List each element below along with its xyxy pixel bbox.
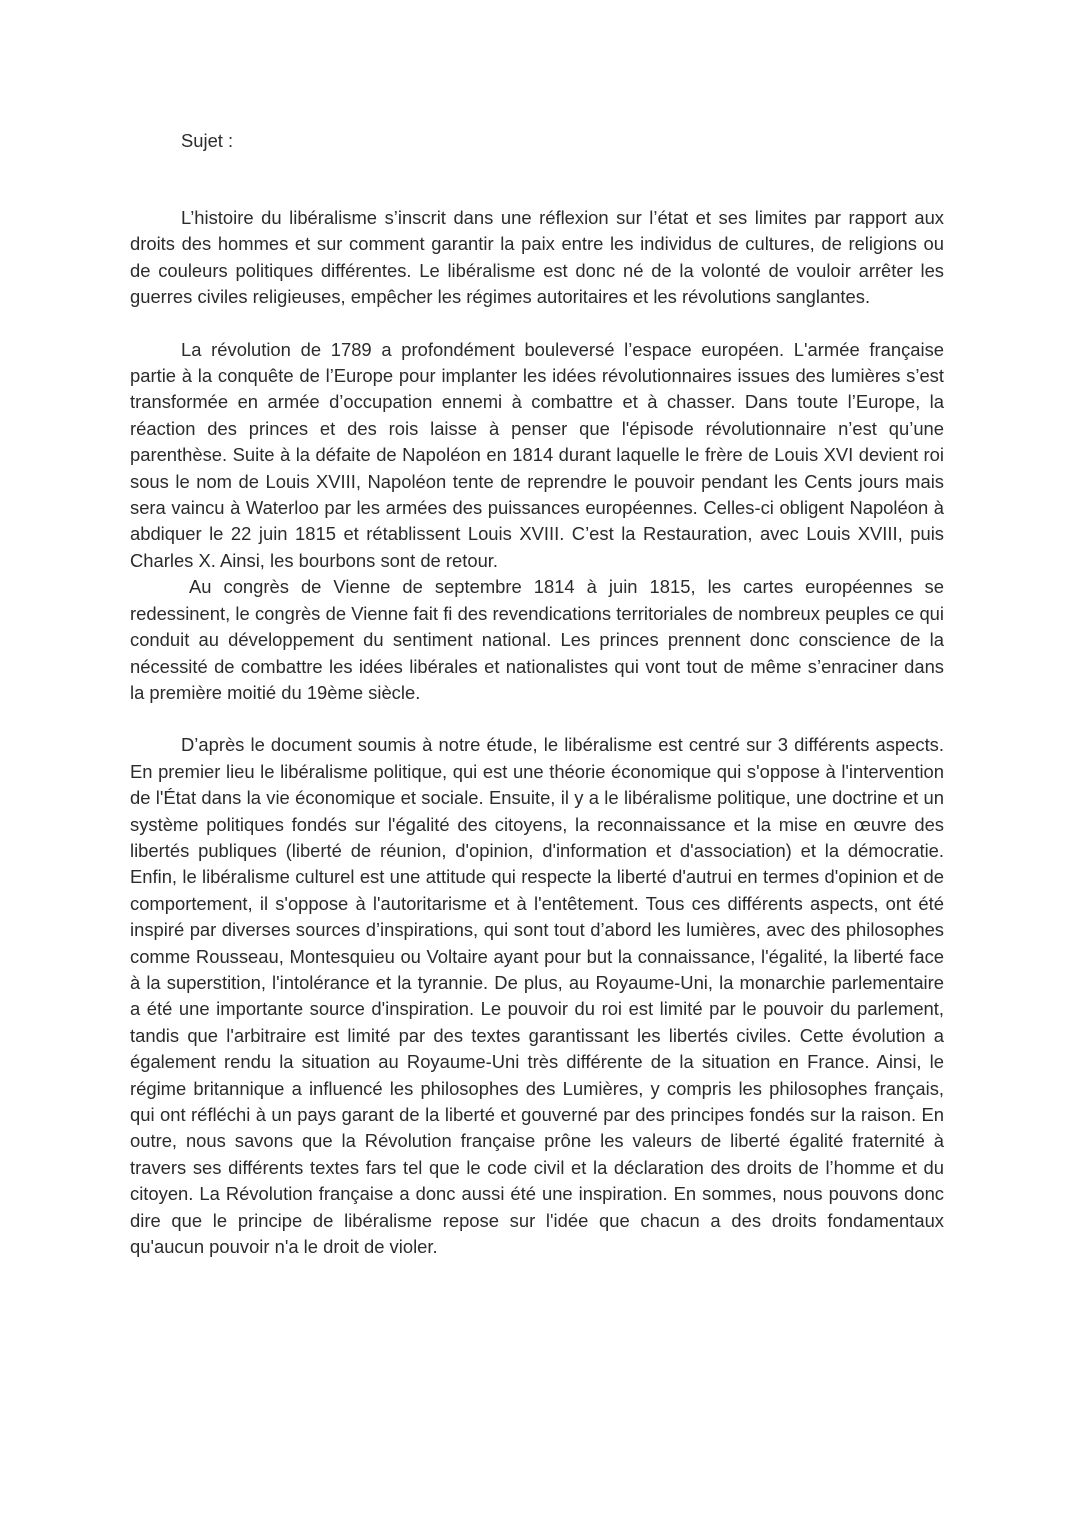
paragraph-revolution: La révolution de 1789 a profondément bouleversé l’espace européen. L'armée française partie à la conquête de l’Europe pour implanter les idées révolutionnaires issues des lumières s’est transformée en armée d’occupation ennemi à combattre et à chasser. Dans toute l’Europe, la réaction des princes et des rois laisse à penser que l'épisode révolutionnaire n’est qu’une parenthèse. Suite à la défaite de Napoléon en 1814 durant laquelle le frère de Louis XVI devient roi sous le nom de Louis XVIII, Napoléon tente de reprendre le pouvoir pendant les Cents jours mais sera vaincu à Waterloo par les armées des puissances européennes. Celles-ci obligent Napoléon à abdiquer le 22 juin 1815 et rétablissent Louis XVIII. C’est la Restauration, avec Louis XVIII, puis Charles X. Ainsi, les bourbons sont de retour. xyxy=(130,338,944,571)
paragraph-congress-vienna: Au congrès de Vienne de septembre 1814 à juin 1815, les cartes européennes se redessinent, le congrès de Vienne fait fi des revendications territoriales de nombreux peuples ce qui conduit au développement du sentiment national. Les princes prennent donc conscience de la nécessité de combattre les idées libérales et nationalistes qui vont tout de même s’enraciner dans la première moitié du 19ème siècle. xyxy=(130,576,944,703)
paragraph-document-analysis: D’après le document soumis à notre étude, le libéralisme est centré sur 3 différents aspects. En premier lieu le libéralisme politique, qui est une théorie économique qui s'oppose à l'intervention de l'État dans la vie économique et sociale. Ensuite, il y a le libéralisme politique, une doctrine et un système politiques fondés sur l'égalité des citoyens, la reconnaissance et la mise en œuvre des libertés publiques (liberté de réunion, d'opinion, d'information et d'association) et la démocratie. Enfin, le libéralisme culturel est une attitude qui respecte la liberté d'autrui en termes d'opinion et de comportement, il s'oppose à l'autoritarisme et à l'entêtement. Tous ces différents aspects, ont été inspiré par diverses sources d’inspirations, qui sont tout d’abord les lumières, avec des philosophes comme Rousseau, Montesquieu ou Voltaire ayant pour but la connaissance, l'égalité, la liberté face à la superstition, l'intolérance et la tyrannie. De plus, au Royaume-Uni, la monarchie parlementaire a été une importante source d'inspiration. Le pouvoir du roi est limité par le pouvoir du parlement, tandis que l'arbitraire est limité par des textes garantissant les libertés civiles. Cette évolution a également rendu la situation au Royaume-Uni très différente de la situation en France. Ainsi, le régime britannique a influencé les philosophes des Lumières, y compris les philosophes français, qui ont réfléchi à un pays garant de la liberté et gouverné par des principes fondés sur la raison. En outre, nous savons que la Révolution française prône les valeurs de liberté égalité fraternité à travers ses différents textes fars tel que le code civil et la déclaration des droits de l’homme et du citoyen. La Révolution française a donc aussi été une inspiration. En sommes, nous pouvons donc dire que le principe de libéralisme repose sur l'idée que chacun a des droits fondamentaux qu'aucun pouvoir n'a le droit de violer. xyxy=(130,734,944,1258)
document-body xyxy=(130,205,944,1260)
document-heading: Sujet : xyxy=(181,130,234,151)
paragraph-intro: L’histoire du libéralisme s’inscrit dans une réflexion sur l’état et ses limites par rapport aux droits des hommes et sur comment garantir la paix entre les individus de cultures, de religions ou de couleurs politiques différentes. Le libéralisme est donc né de la volonté de vouloir arrêter les guerres civiles religieuses, empêcher les régimes autoritaires et les révolutions sanglantes. xyxy=(130,207,944,308)
